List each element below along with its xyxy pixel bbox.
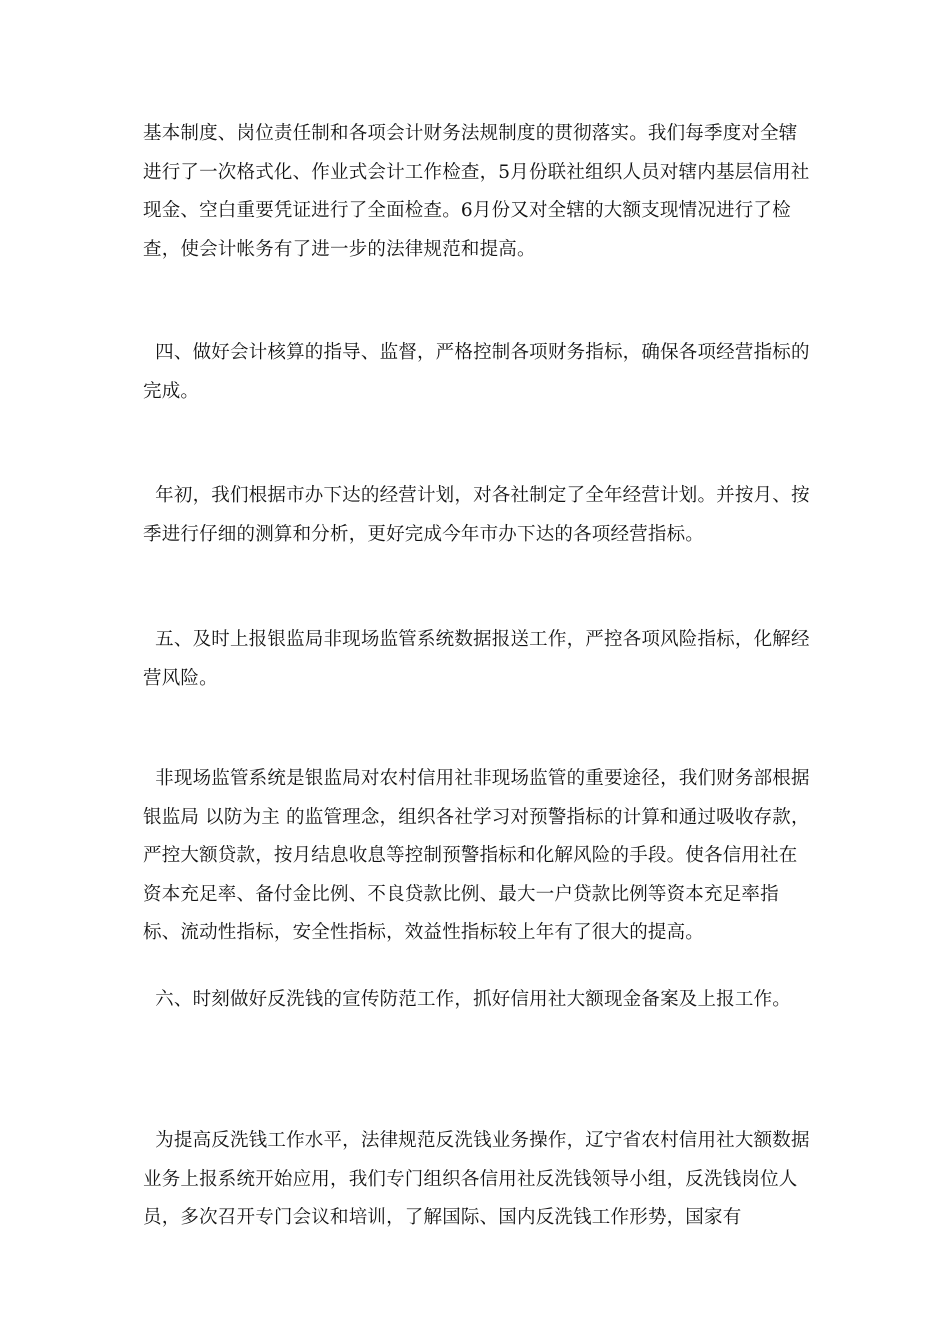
paragraph-accounting-inspection: 基本制度、岗位责任制和各项会计财务法规制度的贯彻落实。我们每季度对全辖进行了一次格式化、作业式会计工作检查，5月份联社组织人员对辖内基层信用社现金、空白重要凭证进行了全面检查。6月份又对全辖的大额支现情况进行了检查，使会计帐务有了进一步的法律规范和提高。 xyxy=(143,123,810,260)
paragraph-business-plan: 年初，我们根据市办下达的经营计划，对各社制定了全年经营计划。并按月、按季进行仔细的测算和分析，更好完成今年市办下达的各项经营指标。 xyxy=(143,485,810,545)
paragraph-anti-money-laundering: 为提高反洗钱工作水平，法律规范反洗钱业务操作，辽宁省农村信用社大额数据业务上报系统开始应用，我们专门组织各信用社反洗钱领导小组，反洗钱岗位人员，多次召开专门会议和培训，了解国际、国内反洗钱工作形势，国家有 xyxy=(143,1130,810,1229)
heading-section-five: 五、及时上报银监局非现场监管系统数据报送工作，严控各项风险指标，化解经营风险。 xyxy=(143,629,810,689)
heading-section-four: 四、做好会计核算的指导、监督，严格控制各项财务指标，确保各项经营指标的完成。 xyxy=(143,342,810,402)
paragraph-offsite-supervision: 非现场监管系统是银监局对农村信用社非现场监管的重要途径，我们财务部根据银监局 以防为主 的监管理念，组织各社学习对预警指标的计算和通过吸收存款，严控大额贷款，按月结息收息等控制预警指标和化解风险的手段。使各信用社在资本充足率、备付金比例、不良贷款比例、最大一户贷款比例等资本充足率指标、流动性指标，安全性指标，效益性指标较上年有了很大的提高。 xyxy=(143,768,810,944)
heading-section-six: 六、时刻做好反洗钱的宣传防范工作，抓好信用社大额现金备案及上报工作。 xyxy=(143,989,791,1010)
